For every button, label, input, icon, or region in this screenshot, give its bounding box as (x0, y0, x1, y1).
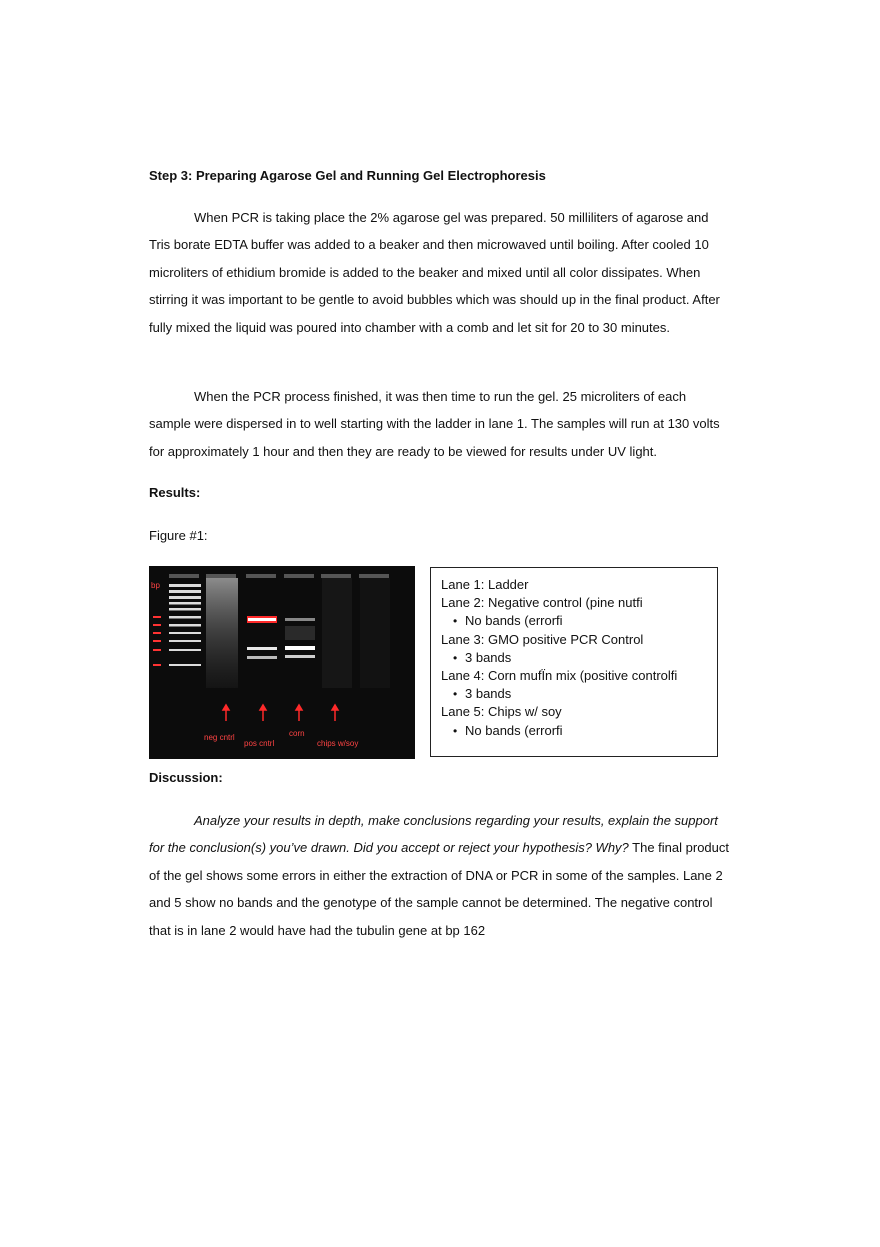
discussion-paragraph (149, 807, 729, 944)
legend-lane-5-note: • No bands (errorfi (441, 722, 707, 740)
legend-lane-3-note: • 3 bands (441, 649, 707, 667)
gel-bp-label: bp (151, 581, 160, 590)
discussion-heading: Discussion: (149, 770, 223, 785)
figure-label: Figure #1: (149, 528, 208, 543)
gel-electrophoresis-image (149, 566, 415, 759)
step3-paragraph-1: When PCR is taking place the 2% agarose gel was prepared. 50 milliliters of agarose and Tris borate EDTA buffer was added to a beaker and then microwaved until boiling. After cooled 10 microliters of ethidium bromide is added to the beaker and mixed until all color dissipates. When stirring it was important to be gentle to avoid bubbles which was should up in the final product. After fully mixed the liquid was poured into chamber with a comb and let sit for 20 to 30 minutes. (149, 210, 720, 335)
legend-lane-4-note: • 3 bands (441, 685, 707, 703)
legend-lane-3: Lane 3: GMO positive PCR Control (441, 631, 644, 647)
step3-heading: Step 3: Preparing Agarose Gel and Running Gel Electrophoresis (149, 168, 546, 183)
legend-lane-5: Lane 5: Chips w/ soy (441, 704, 562, 720)
step3-paragraph-2: When the PCR process finished, it was then time to run the gel. 25 microliters of each sample were dispersed in to well starting with the ladder in lane 1. The samples will run at 130 volts for approximately 1 hour and then they are ready to be viewed for results under UV light. (149, 389, 720, 459)
legend-lane-1: Lane 1: Ladder (441, 577, 529, 592)
legend-lane-2: Lane 2: Negative control (pine nutfi (441, 595, 643, 611)
gel-neg-label: neg cntrl (204, 733, 235, 742)
gel-chips-label: chips w/soy (317, 739, 359, 748)
lane-legend (430, 567, 718, 757)
results-heading: Results: (149, 485, 201, 500)
discussion-prompt: Analyze your results in depth, make conclusions regarding your results, explain the support for the conclusion(s) you’ve drawn. Did you accept or reject your hypothesis? Why? (149, 813, 718, 856)
bullet-icon: • (453, 614, 458, 629)
gel-corn-label: corn (289, 729, 305, 738)
bullet-icon: • (453, 687, 458, 702)
bullet-icon: • (453, 723, 458, 738)
legend-lane-4: Lane 4: Corn mufÏn mix (positive controlfi (441, 668, 678, 684)
legend-lane-2-note: • No bands (errorfi (441, 612, 707, 630)
gel-pos-label: pos cntrl (244, 739, 275, 748)
discussion-body: The final product of the gel shows some errors in either the extraction of DNA or PCR in some of the samples. Lane 2 and 5 show no bands and the genotype of the sample cannot be determined. The negative control that is in lane 2 would have had the tubulin gene at bp 162 (149, 840, 730, 938)
bullet-icon: • (453, 650, 458, 665)
